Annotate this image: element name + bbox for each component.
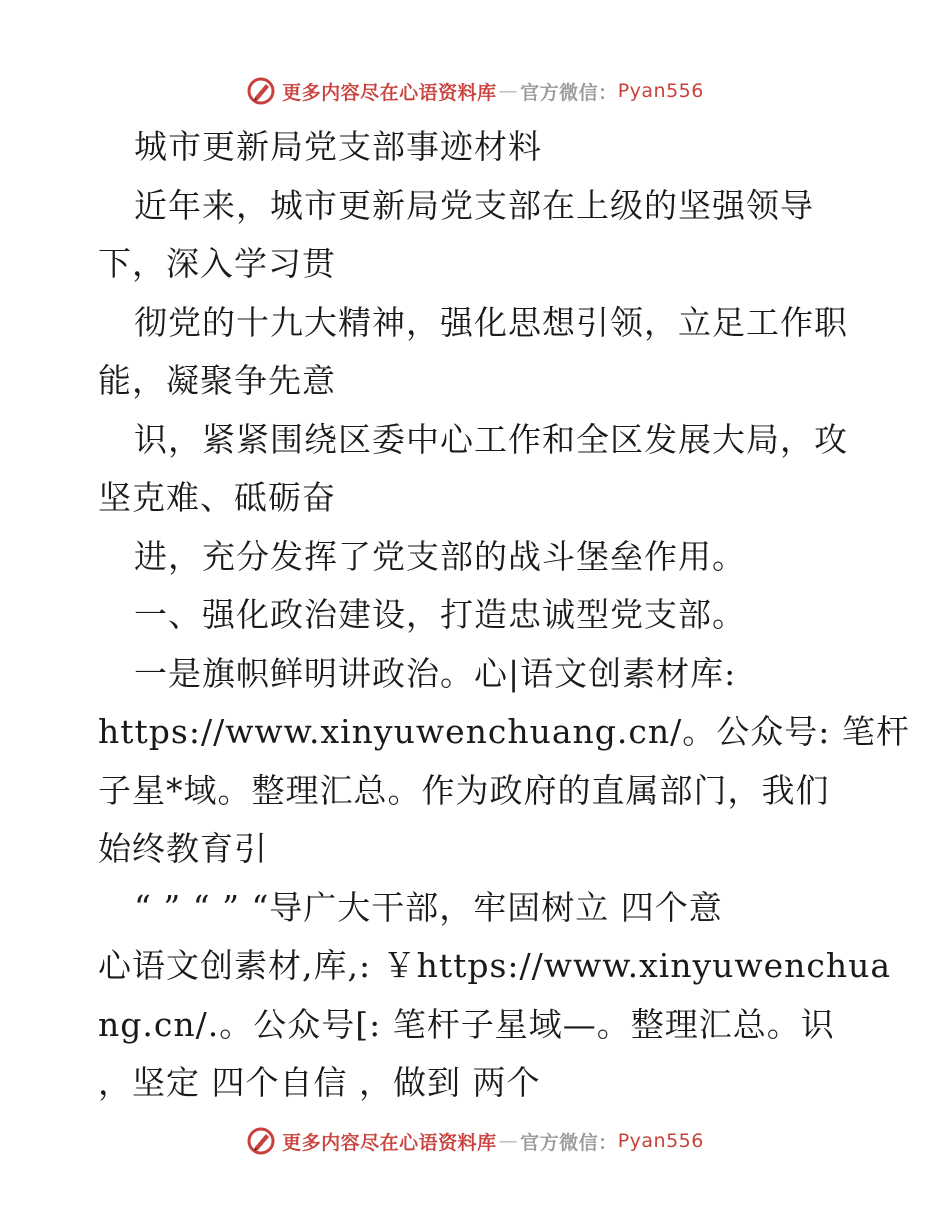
document-line: https://www.xinyuwenchuang.cn/。公众号: 笔杆 bbox=[98, 712, 910, 751]
document-title: 城市更新局党支部事迹材料 bbox=[134, 127, 542, 166]
document-line: “ ” “ ” “导广大干部，牢固树立 四个意 bbox=[134, 887, 723, 927]
page-header-watermark bbox=[0, 72, 950, 110]
document-line: 下，深入学习贯 bbox=[98, 244, 336, 283]
watermark-id: Pyan556 bbox=[617, 80, 704, 102]
document-line: ng.cn/.。公众号[: 笔杆子星域—。整理汇总。识 bbox=[98, 1004, 835, 1044]
document-line: 坚克难、砥砺奋 bbox=[98, 478, 336, 517]
document-line: 心语文创素材,库,: ￥https://www.xinyuwenchua bbox=[98, 946, 892, 985]
watermark-sub-text: 官方微信： bbox=[520, 1131, 618, 1154]
document-line: 子星*域。整理汇总。作为政府的直属部门，我们 bbox=[98, 770, 830, 810]
document-line: 一是旗帜鲜明讲政治。心|语文创素材库: bbox=[134, 653, 737, 693]
watermark-main-text: 更多内容尽在心语资料库 bbox=[282, 81, 497, 104]
document-line: 始终教育引 bbox=[98, 829, 268, 868]
page-footer-watermark bbox=[0, 1122, 950, 1160]
watermark-main-text: 更多内容尽在心语资料库 bbox=[282, 1131, 497, 1154]
watermark-dash: — bbox=[498, 80, 519, 102]
document-line: 近年来，城市更新局党支部在上级的坚强领导 bbox=[134, 185, 814, 225]
document-line: 进，充分发挥了党支部的战斗堡垒作用。 bbox=[134, 536, 746, 576]
section-heading: 一、强化政治建设，打造忠诚型党支部。 bbox=[134, 595, 746, 634]
pen-circle-logo-icon bbox=[246, 76, 276, 106]
document-line: 识，紧紧围绕区委中心工作和全区发展大局，攻 bbox=[134, 419, 848, 459]
watermark-dash: — bbox=[498, 1130, 519, 1152]
watermark-id: Pyan556 bbox=[617, 1130, 704, 1152]
document-body bbox=[98, 118, 910, 1113]
watermark-sub-text: 官方微信： bbox=[520, 81, 618, 104]
pen-circle-logo-icon bbox=[246, 1126, 276, 1156]
document-line: ，坚定 四个自信 ，做到 两个 bbox=[98, 1063, 541, 1102]
document-line: 彻党的十九大精神，强化思想引领，立足工作职 bbox=[134, 302, 848, 342]
document-line: 能，凝聚争先意 bbox=[98, 361, 336, 400]
